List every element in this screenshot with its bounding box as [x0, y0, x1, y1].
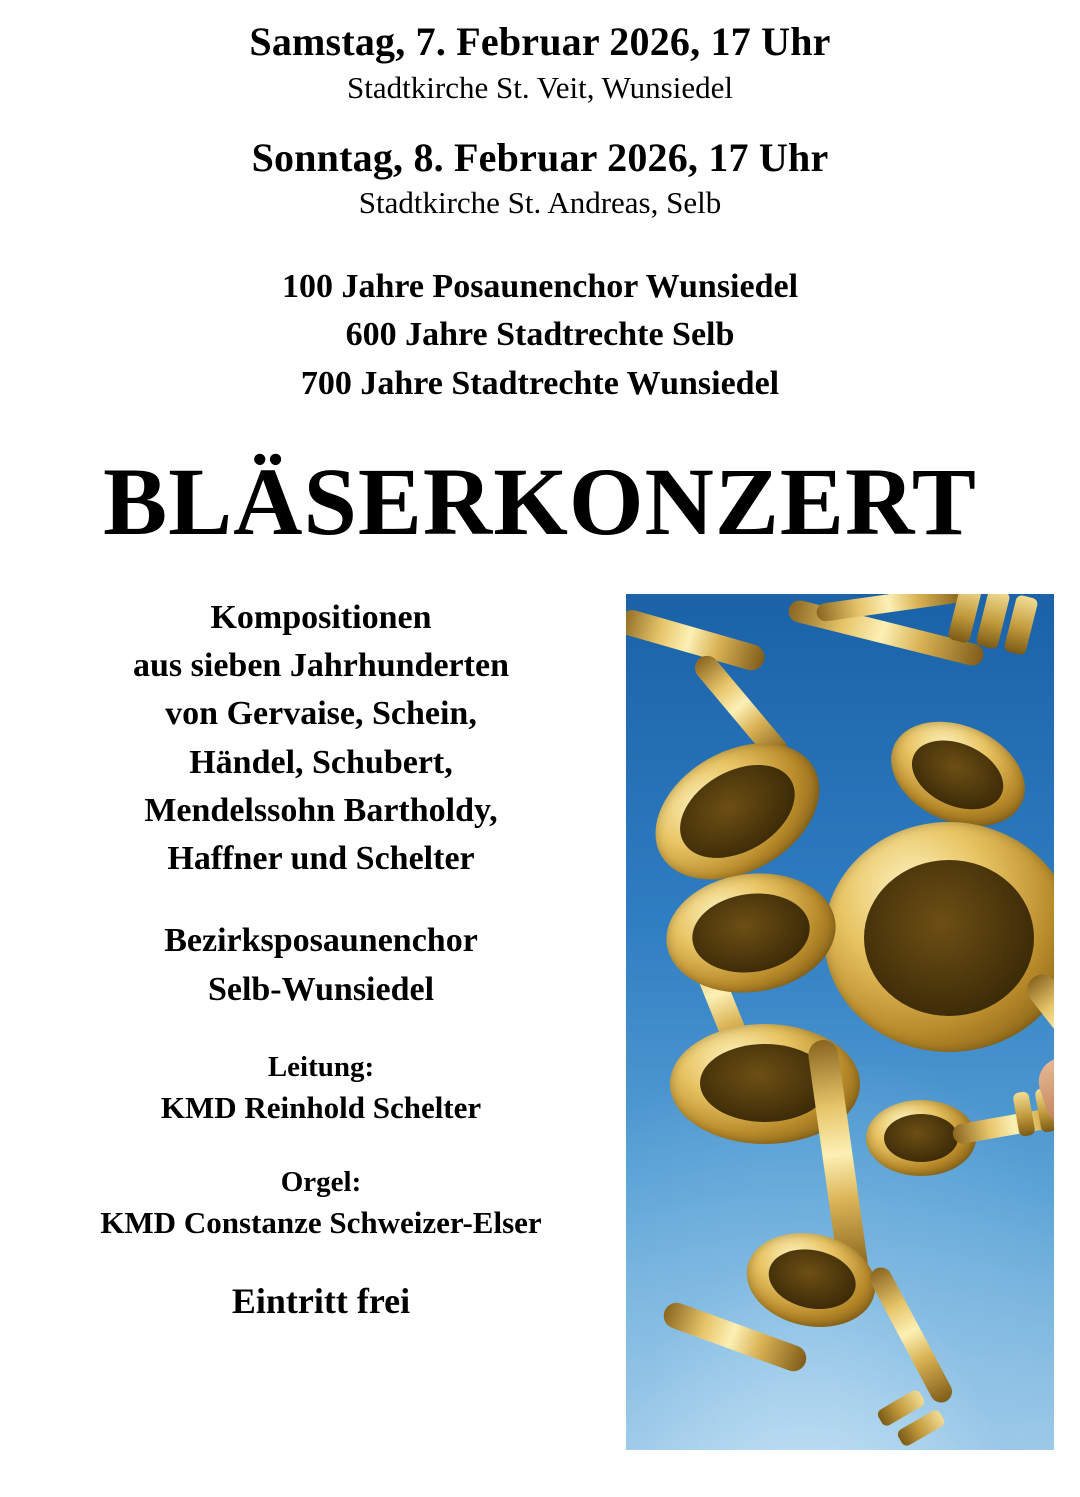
program-line-4: Händel, Schubert, [189, 743, 453, 781]
program-line-2: aus sieben Jahrhunderten [133, 647, 509, 685]
program-line-1: Kompositionen [210, 598, 432, 636]
small-trumpet-bell-inner [884, 1114, 958, 1162]
credit-organ-person: KMD Constanze Schweizer-Elser [100, 1205, 542, 1241]
credit-conductor-role: Leitung: [267, 1051, 375, 1084]
program-line-6: Haffner und Schelter [167, 840, 475, 878]
mid-horn-bell [659, 863, 844, 1004]
event-date-2: Sonntag, 8. Februar 2026, 17 Uhr [251, 134, 829, 180]
ensemble-line-2: Selb-Wunsiedel [207, 970, 435, 1008]
brass-instruments-photo [626, 594, 1054, 1450]
admission-note: Eintritt frei [231, 1280, 411, 1321]
program-line-3: von Gervaise, Schein, [165, 695, 477, 733]
details-column [26, 594, 626, 1322]
bottom-trumpet-bell-inner [763, 1242, 861, 1317]
anniversary-line-3: 700 Jahre Stadtrechte Wunsiedel [300, 364, 780, 402]
trumpet-bell-inner [901, 727, 1014, 823]
credit-organ [26, 1163, 616, 1244]
event-dates-block [26, 18, 1054, 223]
ensemble-block [26, 917, 616, 1014]
anniversary-line-1: 100 Jahre Posaunenchor Wunsiedel [281, 268, 799, 306]
trumpet-tube-2 [815, 594, 966, 622]
anniversaries-block [26, 263, 1054, 408]
page-title: BLÄSERKONZERT [103, 447, 977, 555]
anniversary-line-2: 600 Jahre Stadtrechte Selb [345, 316, 735, 354]
credit-conductor-person: KMD Reinhold Schelter [160, 1090, 482, 1126]
bottom-trumpet-bell [738, 1221, 884, 1338]
event-entry-1 [26, 18, 1054, 108]
event-venue-1: Stadtkirche St. Veit, Wunsiedel [347, 69, 733, 105]
event-date-1: Samstag, 7. Februar 2026, 17 Uhr [249, 19, 831, 64]
brass-trumpet-right [866, 1074, 1054, 1254]
brass-trumpet-bottom [746, 1234, 996, 1450]
mid-horn-bell-inner [687, 886, 815, 980]
credit-organ-role: Orgel: [280, 1166, 362, 1198]
tuba-bell-inner [864, 860, 1034, 1016]
lower-section [26, 594, 1054, 1450]
credit-conductor [26, 1048, 616, 1129]
program-block [26, 594, 616, 884]
program-line-5: Mendelssohn Bartholdy, [144, 791, 498, 829]
brass-trumpet-top-right [776, 594, 1054, 836]
bottom-trumpet-tube [866, 1264, 956, 1407]
ensemble-line-1: Bezirksposaunenchor [164, 922, 478, 960]
trumpet-valve-3 [1003, 594, 1038, 656]
event-entry-2 [26, 134, 1054, 224]
event-venue-2: Stadtkirche St. Andreas, Selb [358, 185, 722, 221]
